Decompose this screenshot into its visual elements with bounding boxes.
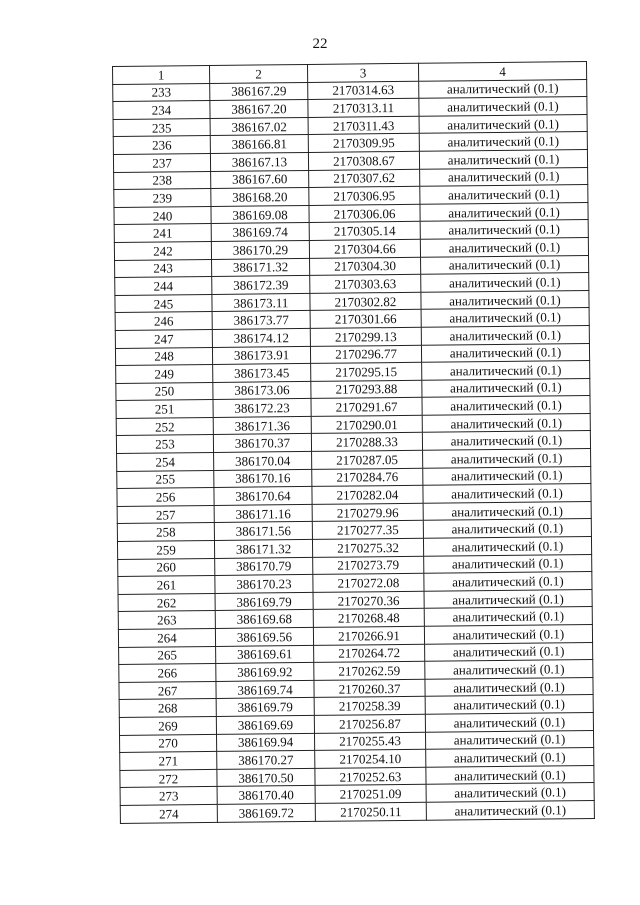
y-coordinate-cell: 2170255.43	[314, 732, 425, 751]
point-number-cell: 253	[116, 435, 213, 454]
point-number-cell: 269	[119, 716, 216, 735]
method-cell: аналитический (0.1)	[420, 185, 588, 204]
y-coordinate-cell: 2170288.33	[311, 433, 422, 452]
method-cell: аналитический (0.1)	[421, 308, 589, 327]
x-coordinate-cell: 386170.23	[215, 575, 313, 594]
table-row	[120, 800, 594, 823]
y-coordinate-cell: 2170307.62	[309, 169, 420, 188]
header-cell-3: 3	[307, 63, 418, 82]
y-coordinate-cell: 2170301.66	[310, 310, 421, 329]
point-number-cell: 238	[114, 171, 211, 190]
x-coordinate-cell: 386169.94	[217, 733, 315, 752]
x-coordinate-cell: 386169.68	[215, 610, 313, 629]
method-cell: аналитический (0.1)	[425, 712, 593, 731]
y-coordinate-cell: 2170290.01	[311, 415, 422, 434]
point-number-cell: 242	[114, 241, 211, 260]
method-cell: аналитический (0.1)	[423, 501, 591, 520]
point-number-cell: 249	[116, 365, 213, 384]
y-coordinate-cell: 2170258.39	[314, 697, 425, 716]
x-coordinate-cell: 386172.39	[212, 276, 310, 295]
method-cell: аналитический (0.1)	[422, 361, 590, 380]
y-coordinate-cell: 2170254.10	[315, 749, 426, 768]
x-coordinate-cell: 386171.16	[214, 504, 312, 523]
point-number-cell: 248	[115, 347, 212, 366]
method-cell: аналитический (0.1)	[424, 625, 592, 644]
method-cell: аналитический (0.1)	[424, 572, 592, 591]
point-number-cell: 263	[118, 611, 215, 630]
method-cell: аналитический (0.1)	[422, 378, 590, 397]
x-coordinate-cell: 386173.11	[212, 293, 310, 312]
method-cell: аналитический (0.1)	[422, 396, 590, 415]
y-coordinate-cell: 2170273.79	[313, 556, 424, 575]
method-cell: аналитический (0.1)	[419, 114, 587, 133]
method-cell: аналитический (0.1)	[425, 660, 593, 679]
method-cell: аналитический (0.1)	[426, 765, 594, 784]
method-cell: аналитический (0.1)	[421, 325, 589, 344]
point-number-cell: 264	[118, 628, 215, 647]
y-coordinate-cell: 2170305.14	[309, 222, 420, 241]
y-coordinate-cell: 2170291.67	[311, 398, 422, 417]
x-coordinate-cell: 386172.23	[213, 399, 311, 418]
point-number-cell: 247	[115, 329, 212, 348]
method-cell: аналитический (0.1)	[425, 642, 593, 661]
x-coordinate-cell: 386169.56	[215, 627, 313, 646]
y-coordinate-cell: 2170313.11	[308, 98, 419, 117]
x-coordinate-cell: 386167.60	[211, 170, 309, 189]
x-coordinate-cell: 386167.13	[210, 152, 308, 171]
y-coordinate-cell: 2170250.11	[315, 802, 426, 821]
method-cell: аналитический (0.1)	[424, 589, 592, 608]
x-coordinate-cell: 386173.91	[212, 346, 310, 365]
y-coordinate-cell: 2170275.32	[312, 538, 423, 557]
x-coordinate-cell: 386169.72	[217, 803, 315, 822]
point-number-cell: 245	[115, 294, 212, 313]
y-coordinate-cell: 2170277.35	[312, 521, 423, 540]
x-coordinate-cell: 386171.32	[212, 258, 310, 277]
coordinates-table	[112, 61, 595, 823]
method-cell: аналитический (0.1)	[423, 466, 591, 485]
point-number-cell: 268	[119, 699, 216, 718]
x-coordinate-cell: 386170.50	[217, 768, 315, 787]
point-number-cell: 272	[120, 769, 217, 788]
method-cell: аналитический (0.1)	[423, 537, 591, 556]
point-number-cell: 274	[120, 804, 217, 823]
y-coordinate-cell: 2170314.63	[308, 81, 419, 100]
y-coordinate-cell: 2170309.95	[308, 134, 419, 153]
y-coordinate-cell: 2170262.59	[314, 661, 425, 680]
point-number-cell: 273	[120, 787, 217, 806]
x-coordinate-cell: 386169.92	[216, 663, 314, 682]
y-coordinate-cell: 2170304.30	[310, 257, 421, 276]
method-cell: аналитический (0.1)	[419, 132, 587, 151]
method-cell: аналитический (0.1)	[423, 519, 591, 538]
point-number-cell: 246	[115, 312, 212, 331]
method-cell: аналитический (0.1)	[424, 607, 592, 626]
y-coordinate-cell: 2170293.88	[311, 380, 422, 399]
y-coordinate-cell: 2170270.36	[313, 591, 424, 610]
x-coordinate-cell: 386167.29	[210, 82, 308, 101]
x-coordinate-cell: 386173.06	[213, 381, 311, 400]
x-coordinate-cell: 386171.36	[213, 416, 311, 435]
x-coordinate-cell: 386170.04	[214, 451, 312, 470]
y-coordinate-cell: 2170251.09	[315, 785, 426, 804]
y-coordinate-cell: 2170264.72	[314, 644, 425, 663]
x-coordinate-cell: 386169.79	[215, 592, 313, 611]
y-coordinate-cell: 2170266.91	[313, 626, 424, 645]
y-coordinate-cell: 2170302.82	[310, 292, 421, 311]
point-number-cell: 234	[113, 101, 210, 120]
method-cell: аналитический (0.1)	[420, 220, 588, 239]
point-number-cell: 266	[119, 664, 216, 683]
y-coordinate-cell: 2170272.08	[313, 573, 424, 592]
point-number-cell: 259	[117, 540, 214, 559]
x-coordinate-cell: 386169.74	[216, 680, 314, 699]
y-coordinate-cell: 2170268.48	[313, 609, 424, 628]
point-number-cell: 260	[118, 558, 215, 577]
y-coordinate-cell: 2170256.87	[314, 714, 425, 733]
point-number-cell: 262	[118, 593, 215, 612]
y-coordinate-cell: 2170252.63	[315, 767, 426, 786]
x-coordinate-cell: 386171.56	[214, 522, 312, 541]
method-cell: аналитический (0.1)	[425, 695, 593, 714]
point-number-cell: 239	[114, 189, 211, 208]
x-coordinate-cell: 386167.02	[210, 117, 308, 136]
y-coordinate-cell: 2170299.13	[310, 327, 421, 346]
y-coordinate-cell: 2170296.77	[310, 345, 421, 364]
y-coordinate-cell: 2170306.95	[309, 186, 420, 205]
method-cell: аналитический (0.1)	[420, 202, 588, 221]
table-body	[113, 79, 595, 823]
x-coordinate-cell: 386170.64	[214, 487, 312, 506]
point-number-cell: 244	[115, 277, 212, 296]
method-cell: аналитический (0.1)	[424, 554, 592, 573]
x-coordinate-cell: 386170.16	[214, 469, 312, 488]
method-cell: аналитический (0.1)	[425, 730, 593, 749]
point-number-cell: 252	[116, 417, 213, 436]
method-cell: аналитический (0.1)	[423, 449, 591, 468]
y-coordinate-cell: 2170306.06	[309, 204, 420, 223]
x-coordinate-cell: 386169.61	[216, 645, 314, 664]
point-number-cell: 237	[113, 153, 210, 172]
point-number-cell: 270	[120, 734, 217, 753]
x-coordinate-cell: 386173.45	[213, 364, 311, 383]
x-coordinate-cell: 386168.20	[211, 188, 309, 207]
y-coordinate-cell: 2170304.66	[309, 239, 420, 258]
point-number-cell: 265	[119, 646, 216, 665]
point-number-cell: 261	[118, 576, 215, 595]
point-number-cell: 236	[113, 136, 210, 155]
point-number-cell: 258	[117, 523, 214, 542]
y-coordinate-cell: 2170311.43	[308, 116, 419, 135]
y-coordinate-cell: 2170303.63	[310, 274, 421, 293]
x-coordinate-cell: 386166.81	[210, 135, 308, 154]
y-coordinate-cell: 2170287.05	[312, 450, 423, 469]
x-coordinate-cell: 386174.12	[212, 328, 310, 347]
header-cell-4: 4	[418, 62, 586, 81]
x-coordinate-cell: 386170.29	[211, 240, 309, 259]
x-coordinate-cell: 386173.77	[212, 311, 310, 330]
method-cell: аналитический (0.1)	[421, 273, 589, 292]
point-number-cell: 255	[117, 470, 214, 489]
x-coordinate-cell: 386171.32	[214, 539, 312, 558]
x-coordinate-cell: 386169.08	[211, 205, 309, 224]
method-cell: аналитический (0.1)	[426, 800, 594, 819]
point-number-cell: 241	[114, 224, 211, 243]
y-coordinate-cell: 2170260.37	[314, 679, 425, 698]
method-cell: аналитический (0.1)	[420, 237, 588, 256]
point-number-cell: 267	[119, 681, 216, 700]
method-cell: аналитический (0.1)	[419, 149, 587, 168]
point-number-cell: 240	[114, 206, 211, 225]
point-number-cell: 251	[116, 400, 213, 419]
method-cell: аналитический (0.1)	[422, 413, 590, 432]
y-coordinate-cell: 2170295.15	[311, 362, 422, 381]
method-cell: аналитический (0.1)	[421, 343, 589, 362]
y-coordinate-cell: 2170308.67	[308, 151, 419, 170]
x-coordinate-cell: 386167.20	[210, 100, 308, 119]
x-coordinate-cell: 386169.74	[211, 223, 309, 242]
method-cell: аналитический (0.1)	[421, 290, 589, 309]
method-cell: аналитический (0.1)	[426, 748, 594, 767]
point-number-cell: 254	[117, 453, 214, 472]
method-cell: аналитический (0.1)	[423, 484, 591, 503]
x-coordinate-cell: 386170.79	[215, 557, 313, 576]
x-coordinate-cell: 386169.69	[216, 715, 314, 734]
x-coordinate-cell: 386169.79	[216, 698, 314, 717]
x-coordinate-cell: 386170.27	[217, 751, 315, 770]
point-number-cell: 235	[113, 118, 210, 137]
method-cell: аналитический (0.1)	[419, 97, 587, 116]
method-cell: аналитический (0.1)	[422, 431, 590, 450]
y-coordinate-cell: 2170282.04	[312, 486, 423, 505]
x-coordinate-cell: 386170.40	[217, 786, 315, 805]
x-coordinate-cell: 386170.37	[213, 434, 311, 453]
method-cell: аналитический (0.1)	[426, 783, 594, 802]
point-number-cell: 233	[113, 83, 210, 102]
y-coordinate-cell: 2170284.76	[312, 468, 423, 487]
method-cell: аналитический (0.1)	[421, 255, 589, 274]
point-number-cell: 250	[116, 382, 213, 401]
method-cell: аналитический (0.1)	[419, 79, 587, 98]
header-cell-2: 2	[209, 64, 307, 83]
point-number-cell: 243	[115, 259, 212, 278]
method-cell: аналитический (0.1)	[425, 677, 593, 696]
point-number-cell: 257	[117, 505, 214, 524]
point-number-cell: 256	[117, 488, 214, 507]
header-cell-1: 1	[113, 65, 210, 84]
method-cell: аналитический (0.1)	[420, 167, 588, 186]
page-number: 22	[312, 36, 328, 52]
y-coordinate-cell: 2170279.96	[312, 503, 423, 522]
point-number-cell: 271	[120, 752, 217, 771]
